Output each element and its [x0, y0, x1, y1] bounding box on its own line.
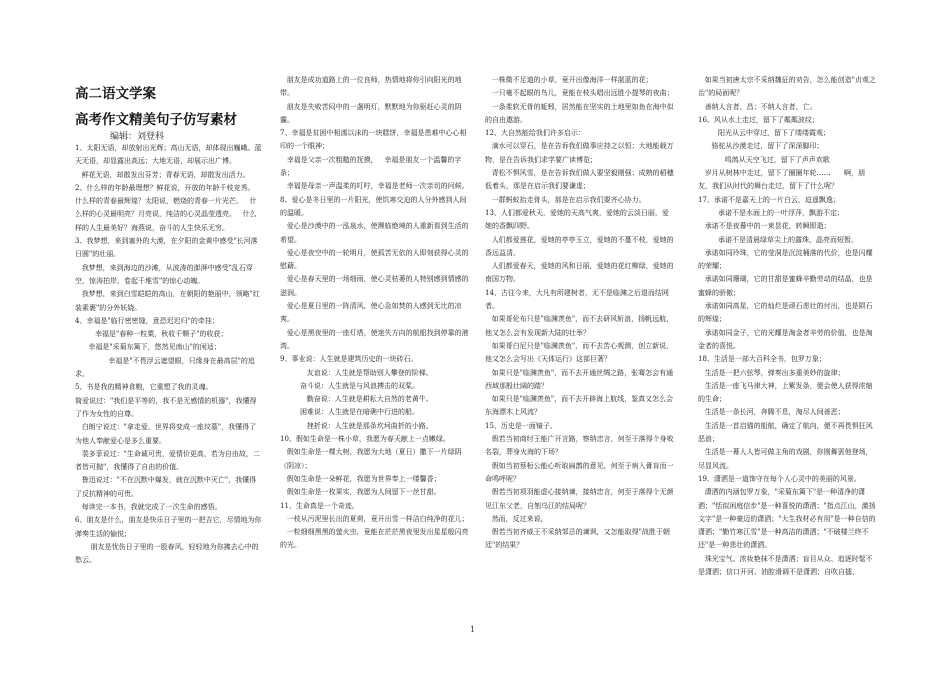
paragraph: 假若当初齐威王不采纳邹忌的谏讽，又怎能取得"战胜于朝廷"的结果？ — [485, 528, 670, 550]
paragraph: 友谊说：人生就是帮助别人攀登的阶梯。 — [280, 368, 433, 377]
paragraph: 每读完一本书，我就完成了一次生命的感悟。 — [75, 503, 222, 512]
paragraph: 幸福是"不畏浮云遮望眼，只缘身在最高层"的追求。 — [75, 356, 255, 379]
paragraph: 潇洒的内涵包罗万象，"采菊东篱下"是一种清净的潇洒；"恬似闲庭信步"是一种喜悦的潇洒；"指点江山，激扬文字"是一种豪迈的潇洒；"大生我材必有用"是一种自信的潇洒；"勤竹寒江雪"是一种高洁的潇洒；"不破楼兰终不还"是一种悲壮的潇洒。 — [698, 488, 876, 550]
paragraph: 如果只是"临渊羡鱼"，而不去开辟海上航线，鉴真又怎么会东海漂木上风流？ — [485, 395, 674, 417]
paragraph: 人们都爱春天，爱她的风和日丽，爱她的花红柳绿，爱她的南国万物。 — [485, 262, 674, 284]
paragraph: 一枝从污泥里长出的夏荷，竟开出雪一样洁白纯净的花儿； — [280, 514, 469, 523]
paragraph: 挫折说：人生就是那条坎坷曲折的小路。 — [280, 421, 433, 430]
column-3 — [485, 74, 675, 553]
paragraph: 承诺不是夜幕中的一束昙花，转瞬即逝； — [698, 222, 831, 231]
paragraph: 鲁迅说过："不在沉默中爆发，就在沉默中灭亡"，我懂得了反抗精神的可贵。 — [75, 476, 257, 498]
paragraph: 10、假如生命是一株小草，我愿为春天献上一点嫩绿。 — [280, 435, 450, 444]
paragraph: 朋友是忧伤日子里的一股春风，轻轻地为你拂去心中的愁云。 — [75, 542, 259, 565]
paragraph: 如果只是"临渊羡鱼"，而不去开通丝绸之路，张骞怎会有通西域那般壮阔的踏？ — [485, 368, 674, 390]
editor-line: 编辑：刘登科 — [110, 132, 165, 142]
paragraph: 爱心是夜空中的一轮明月，使孤苦无依的人即刻获得心灵的慰藉。 — [280, 248, 469, 271]
paragraph: 珠光宝气、浓妆艳抹不是潇洒；盲目从众、追逐时髦不是潇洒；信口开河、油腔滑调不是潇洒；自吹自擂、 — [698, 554, 873, 576]
paragraph: 一粒细细黑黑的萤火虫，竟能在茫茫黑夜里发出星星般闪亮的光。 — [280, 528, 469, 550]
paragraph: 白朗宁说过："拿走爱，世界将变成一座坟墓"，我懂得了为他人奉献爱心是多么重要。 — [75, 423, 257, 445]
paragraph: 幸福是"春种一粒粟，秋收千颗子"的收获； — [75, 330, 228, 339]
column-4 — [698, 74, 878, 579]
paragraph: 青松不惧风雪，是在告诉我们做人要坚毅刚强；成熟的稻穗低着头，那是在启示我们要谦虚； — [485, 169, 674, 191]
paragraph: 骆驼从沙漠走过，留下了深深脚印； — [698, 142, 824, 151]
paragraph: 假如当初蔡桓公能心听取扁鹊的意见，何至于病入膏肓而一命鸣呼呢？ — [485, 461, 674, 483]
paragraph: 3、我梦想，来到塞外的大漠，在夕阳的金黄中感受"长河落日圆"的壮丽。 — [75, 237, 258, 259]
paragraph: 然而，反过来说， — [485, 514, 548, 523]
paragraph: 假若当初项羽能虚心接纳谏，接纳忠言，何至于落得个无颜见江东父老，自刎乌江的结局呢？ — [485, 488, 674, 510]
paragraph: 18、生活是一部大百科全书，包罗万象； — [698, 355, 826, 364]
paragraph: 鸣鸽从天空飞过，留下了声声欢歌 — [698, 155, 830, 164]
paragraph: 朋友是成功道路上的一位良师，热情地将你引向阳光的地带。 — [280, 76, 462, 98]
paragraph: 生活是一幕人人皆可做主角的戏剧，你刚舞罢他登场，尽显风流。 — [698, 448, 873, 470]
paragraph: 假若当初商纣王能广开言路，察纳忠言，何至于落得个身败名裂，葬身火海的下场？ — [485, 435, 674, 457]
paragraph: 15、历史是一面镜子。 — [485, 421, 557, 430]
paragraph: 奋斗说：人生就是与风浪搏击的双桨。 — [280, 381, 420, 390]
paragraph: 4、幸福是"临行密密缝，意恐迟迟归"的牵挂； — [75, 316, 219, 325]
paragraph: 滴水可以穿石，是在告诉我们做事应持之以恒；大地能载万物，是在告诉我们求学要广读博览； — [485, 142, 674, 164]
paragraph: 承诺如同珊瑚，它的甘甜是蜜蜂辛勤劳动的结晶，也是蜜蜂的骄傲； — [698, 275, 873, 297]
paragraph: 2、什么样的年龄最理想？鲜花说，开放的年龄千枝竞秀。 什么样的青春最辉煌？太阳说，燃烧的青春一片光芒。 什么样的心灵最明亮？月亮说，纯洁的心灵晶莹透亮。 什么样的人生最美好？海燕说，奋斗的人生快乐无穷。 — [75, 183, 262, 232]
paragraph: 12、大自然能给我们许多启示： — [485, 129, 585, 138]
paragraph: 承诺不是水面上的一叶浮萍，飘游不定； — [698, 208, 845, 217]
paragraph: 生活是一条长河，奔腾不息，淘尽人间善恶； — [698, 408, 845, 417]
paragraph: 11、生命真是一个奇迹。 — [280, 501, 359, 510]
paragraph: 7、幸福是贫困中相濡以沫的一块糕饼，幸福是患难中心心相印的一个眼神； — [280, 129, 467, 151]
page-number: 1 — [470, 625, 476, 634]
paragraph: 6、朋友是什么，朋友是快乐日子里的一把吉它，尽情地为你弹奏生活的愉悦； — [75, 516, 262, 538]
paragraph: 承诺如同高星，它的灿烂是顽石悲壮的付出，也是陨石的辉煌； — [698, 302, 873, 324]
paragraph: 爱心是夏日里的一阵清风，使心急如焚的人感到无比的凉爽。 — [280, 302, 462, 324]
paragraph: 1、太阳无语，却放射出光辉；高山无语，却体现出巍峨。蓝天无语，却显露出高远；大地无语，却展示出广博。 — [75, 144, 262, 166]
column-2 — [280, 74, 470, 553]
paragraph: 生活是一把六弦琴，弹奏出多重美妙的旋律； — [698, 368, 845, 377]
paragraph: 岁月从树林中走过，留下了圈圈年轮…… 啊，朋友，我们从时代的舞台走过，留下了什么呢？ — [698, 169, 866, 191]
paragraph: 一株微不足道的小草，竟开出像海洋一样湛蓝的花； — [485, 76, 653, 84]
paragraph: 勤奋说：人生就是耕耘大自然的老黄牛。 — [280, 395, 433, 404]
paragraph: 爱心是春天里的一场细雨，使心灵枯萎的人特别感到情感的滋润。 — [280, 275, 469, 297]
column-1 — [75, 142, 262, 568]
paragraph: 如果当初唐太宗不采纳魏征的劝告，怎么能创造"贞观之治"的局面呢？ — [698, 76, 876, 98]
page-subtitle: 高考作文精美句子仿写素材 — [75, 112, 237, 128]
paragraph: 幸福是父亲一次粗糙的抚摸， 幸福是朋友一个温馨的字条； — [280, 155, 462, 178]
paragraph: 朋友是失败苦闷中的一盏明灯，默默地为你驱赶心灵的阴霾。 — [280, 102, 462, 124]
paragraph: 16、风从水上走过，留下了粼粼波纹； — [698, 115, 819, 124]
paragraph: 8、爱心是冬日里的一片阳光，使饥寒交迫的人分外感到人间的温暖。 — [280, 195, 467, 217]
paragraph: 我梦想，来到海边的沙滩，从波涛的澎湃中感受"乱石穿空，惊涛拍岸，卷起千堆雪"的惊心动魄。 — [75, 263, 253, 285]
paragraph: 19、潇洒是一道饰守在每个人心灵中的美丽的风景。 — [698, 474, 861, 483]
paragraph: 幸福是母亲一声温柔的叮咛，幸福是老师一次亲切的问候。 — [280, 182, 469, 191]
page-title: 高二语文学案 — [75, 86, 156, 102]
paragraph: 9、事业说：人生就是建筑历史的一块砖石。 — [280, 355, 418, 364]
paragraph: 善纳人言者，昌；不纳人言者，亡。 — [698, 102, 817, 111]
paragraph: 生活是一座飞马律大神，上紫发条，便会使人获得浓缩的生命； — [698, 381, 873, 404]
paragraph: 假如生命是一朵鲜花，我愿为世界奉上一缕馨香； — [280, 474, 441, 483]
paragraph: 我梦想，来到白雪皑皑的高山，在朝阳的艳丽中，领略"红装素裹"的分外妖娆。 — [75, 290, 260, 312]
paragraph: 简爱说过："我们是平等的，我不是无感情的机器"，我懂得了作为女性的自尊。 — [75, 396, 257, 418]
paragraph: 困难说：人生就是在暗礁中行进的船。 — [280, 408, 420, 417]
paragraph: 爱心是沙漠中的一泓泉水，使濒临绝境的人重新看到生活的希望。 — [280, 222, 469, 244]
paragraph: 生活是一首启锚的船航，确定了航向，便不再畏惧狂风恶浪； — [698, 421, 873, 444]
paragraph: 人们都爱莲花，爱她的亭亭玉立，爱她的不蔓不枝，爱她的香远益清。 — [485, 235, 674, 257]
paragraph: 14、古往今来，大凡有所建树者，无不是临渊之后退而结网者。 — [485, 288, 669, 311]
paragraph: 阳光从云中穿过，留下了缕缕霞观； — [698, 129, 831, 138]
paragraph: 假如生命是一枚果实，我愿为人间留下一丝甘甜。 — [280, 488, 441, 497]
paragraph: 鲜花无语，却散发出芬芳；青春无语，却散发出活力。 — [75, 170, 250, 179]
paragraph: 假如生命是一棵大树，我愿为大地（夏日）撒下一片绿阴（阴凉）； — [280, 448, 462, 470]
paragraph: 如果哥白尼只是"临渊羡鱼"，而不去苦心观测，创立新说，他又怎么会写出《天体运行》这部巨著？ — [485, 341, 674, 364]
paragraph: 一只毫不起眼的鸟儿，竟能在枝头唱出远胜小提琴的夜曲； — [485, 89, 674, 98]
paragraph: 13、人们都爱秋天，爱她的天高气爽，爱她的云淡日丽，爱她的香飘四野。 — [485, 208, 669, 231]
paragraph: 承诺如同金子，它的光耀是淘金者辛劳的价值，也是淘金者的喜悦。 — [698, 328, 873, 350]
paragraph: 17、承诺不是嘉天上的一片白云，迫遥飘逸； — [698, 195, 840, 204]
paragraph: 一群蚂蚁抬走骨头，那是在启示我们要齐心协力。 — [485, 195, 646, 204]
paragraph: 幸福是"采菊东篱下，悠然见南山"的闲适； — [75, 343, 221, 352]
paragraph: 裴多菲说过："生命诚可贵，爱情价更高，若为自由故，二者皆可抛"，我懂得了自由的价值。 — [75, 449, 260, 472]
paragraph: 承诺如同玲珠，它的莹洞是沉淀桶落的代价，也是闪耀的荣耀； — [698, 248, 873, 271]
paragraph: 承诺不是清晨绿草尖上的露珠，晶亮而短暂。 — [698, 235, 859, 244]
paragraph: 5、书是我的精神食粮，它重塑了我的灵魂。 — [75, 383, 213, 392]
paragraph: 如果哥伦布只是"临渊羡鱼"，而不去研风斩浪，扬帆远航，他又怎么会有发现新大陆的壮举？ — [485, 315, 674, 337]
paragraph: 爱心是黑夜里的一座灯塔，使迷失方向的航船找到停靠的港湾。 — [280, 328, 469, 350]
paragraph: 一条柔软无骨的蚯蚓，居然能在坚实的土地里如鱼在海中似的自由遨游。 — [485, 102, 674, 124]
